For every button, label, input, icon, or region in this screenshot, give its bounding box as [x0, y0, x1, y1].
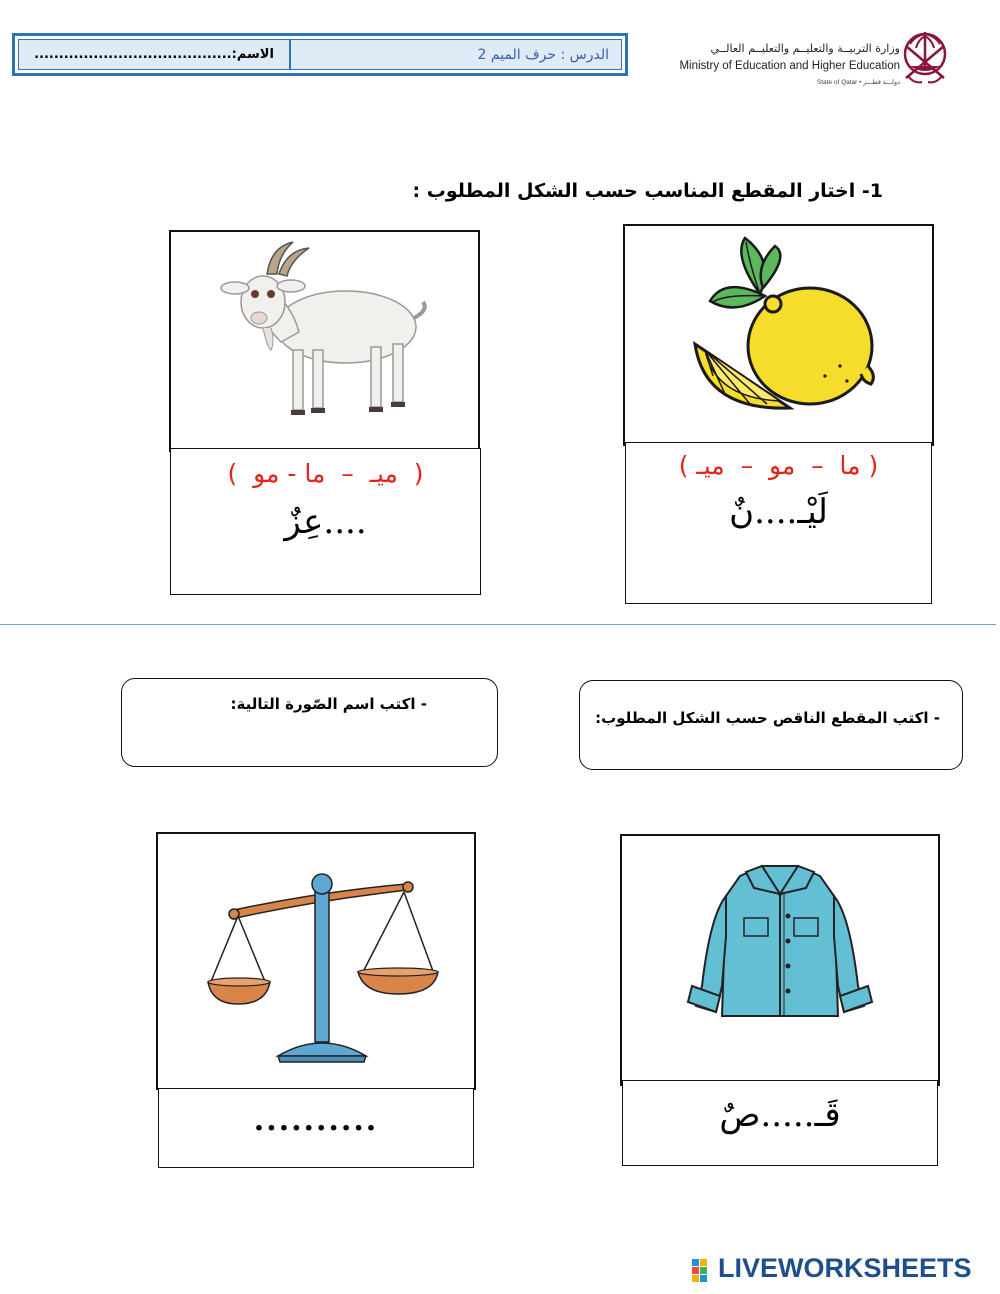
lemon-options[interactable]: ( ما – مو – ميـ ): [678, 451, 879, 480]
goat-card: [169, 230, 480, 452]
name-field[interactable]: الاسم:........................................: [19, 40, 291, 69]
right-instruction-text: - اكتب المقطع الناقص حسب الشكل المطلوب:: [595, 709, 940, 727]
state-of-qatar: State of Qatar • دولـــة قطـــر: [816, 79, 900, 86]
lesson-title: الدرس : حرف الميم 2: [477, 46, 609, 63]
instruction-box-left: [121, 678, 498, 767]
shirt-image: [622, 836, 938, 1084]
goat-word: ....عِزٌ: [284, 502, 367, 542]
goat-options[interactable]: ( ميـ – ما - مو ): [227, 459, 424, 488]
shirt-word[interactable]: قَـ.....صٌ: [719, 1095, 841, 1135]
lemon-word: لَيْـ....نٌ: [729, 492, 828, 532]
shirt-answer-box: [622, 1080, 938, 1166]
qatar-emblem-icon: [900, 26, 950, 88]
left-instruction-text: - اكتب اسم الصّورة التالية:: [230, 695, 427, 713]
instruction-box-right: [579, 680, 963, 770]
scale-card: [156, 832, 476, 1090]
scale-image: [158, 834, 474, 1088]
brand-text: LIVEWORKSHEETS: [718, 1253, 972, 1283]
ministry-name-english: Ministry of Education and Higher Education: [679, 60, 900, 72]
lemon-card: [623, 224, 934, 446]
section-divider: [0, 624, 996, 625]
scale-answer-blank[interactable]: ..........: [253, 1103, 379, 1138]
shirt-card: [620, 834, 940, 1086]
lemon-image: [625, 226, 932, 444]
question-1-title: 1- اختار المقطع المناسب حسب الشكل المطلوب :: [412, 180, 883, 202]
header-box: [12, 33, 628, 76]
goat-image: [171, 232, 478, 450]
liveworksheets-logo-icon: [692, 1259, 716, 1283]
lemon-answer-box: [625, 442, 932, 604]
goat-answer-box: [170, 448, 481, 595]
ministry-name-arabic: وزارة التربيــة والتعليــم والتعليــم العالــي: [710, 42, 900, 55]
header-inner: [18, 39, 622, 70]
scale-answer-box: [158, 1088, 474, 1168]
liveworksheets-brand: [690, 1253, 990, 1287]
